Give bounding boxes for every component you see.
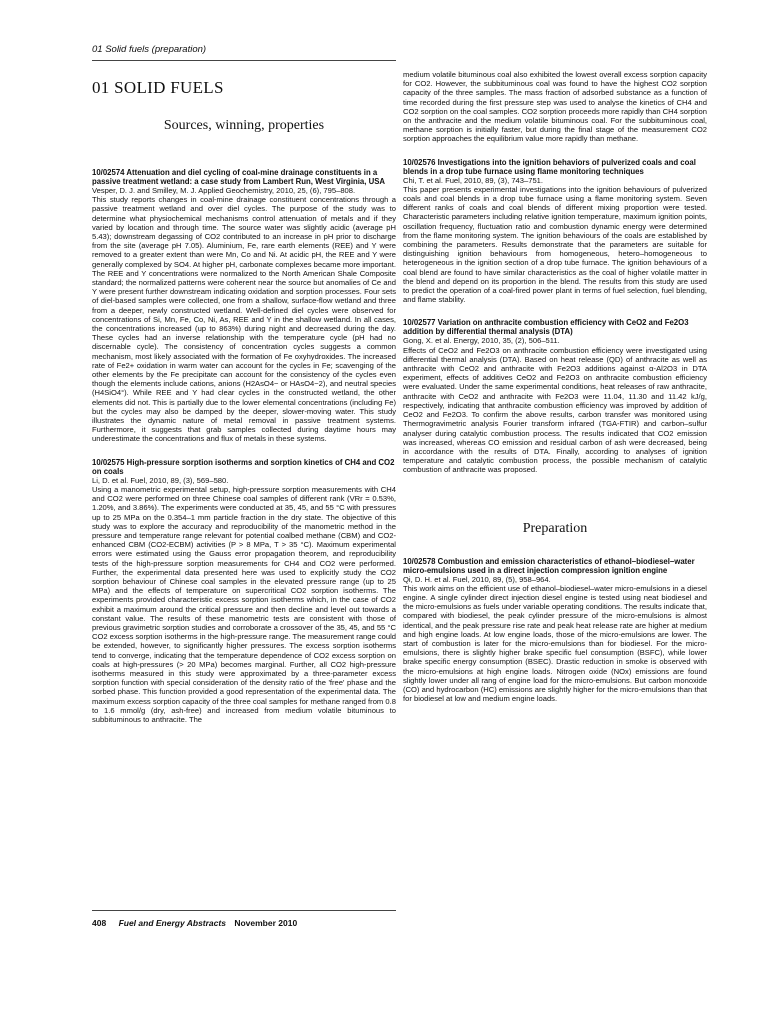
header-rule: [92, 60, 396, 61]
entry-body: This paper presents experimental investigations into the ignition behaviours of pulverized coals and coal blends in a drop tube furnace using a flame monitoring system. Seven different ranks of coals and coal blends of different mixing proportion were tested. Characteristic parameters including relative ignition temperature, maximum ignition points, oscillation frequency, fluctuation ratio and combustion dynamic energy were determined from the flame monitoring system. The ignition behaviours of the coals are established by combining the parameters. Results demonstrate that the parameters are suitable for distinguishing ignition behaviours from homogeneous, hetero–homogeneous to heterogeneous in the ignition section of a drop tube furnace. The ignition behaviours of a coal blend are found to have similar characteristics as the coal of higher volatile matter in the blend and depend on its proportion in the blend. The results from this study are used to predict the operation of a coal-fired power plant in terms of fuel selection, fuel blending, and flame stability.: [403, 184, 707, 305]
section-title: 01 SOLID FUELS: [92, 78, 224, 97]
entry-body: This study reports changes in coal-mine drainage constituent concentrations through a passive treatment wetland and over diel cycles. The purpose of the study was to determine what physiochemical mechanisms control attenuation of metals and if they varied by location and through time. The source water was slightly acidic (average pH 5.43); downstream degassing of CO2 contributed to an increase in pH prior to discharge from the site (average pH 7.05). Aluminium, Fe, rare earth elements (REE) and Y were removed to a greater extent than were Mn, Co and Ni. At acidic pH, the REE and Y were generally complexed by SO4. At higher pH, carbonate complexes became more important. The REE and Y concentrations were normalized to the North American Shale Composite standard; the normalized patterns were coherent near the source but anomalies of Ce and Y were present further downstream indicating oxidation and sorption processes. Four sets of diel-based samples were collected, one from a shallow, surface-flow wetland and three from a deeper, newly constructed wetland. Well-defined diel cycles were observed for concentrations of Si, Mn, Fe, Co, Ni, As, REE and Y in the shallow wetland. In all cases, the concentrations increased (up to 863%) during night and decreased during the day. These cycles had an inverse relationship with the temperature cycle (pH had no discernable cycle). The consistency of concentration cycles suggests a common mechanism, most likely associated with the formation of Fe oxyhydroxides. The increased rate of Fe2+ oxidation in warm water can account for the cycles in Fe; scavenging of the other elements by the Fe precipitate can account for the consistency of the cycles even though the elements include cations, anions (H2AsO4− or HAsO4−2), and neutral species (H4SiO4°). While REE and Y had clear cycles in the constructed wetland, the other elements did not. This is partially due to the lower elemental concentrations (including Fe) but the cycles may also be damped by the deeper, slower-moving water. This study illustrates the dynamic nature of metal removal in passive treatment systems. Furthermore, it suggests that grab samples collected during daytime hours may underestimate the concentrations and flux of metals in these systems.: [92, 195, 396, 444]
entry-citation: Li, D. et al. Fuel, 2010, 89, (3), 569–580.: [92, 475, 229, 485]
abstract-entry: [403, 557, 707, 704]
entry-title: 10/02575 High-pressure sorption isotherms and sorption kinetics of CH4 and CO2 on coals: [92, 457, 395, 476]
issue-date: November 2010: [234, 918, 298, 928]
abstract-continuation: [403, 70, 707, 144]
entry-title: 10/02576 Investigations into the ignition behaviors of pulverized coals and coal blends in a drop tube furnace using flame monitoring techniques: [403, 157, 696, 176]
entry-citation: Vesper, D. J. and Smilley, M. J. Applied Geochemistry, 2010, 25, (6), 795–808.: [92, 186, 356, 195]
entry-title: 10/02574 Attenuation and diel cycling of coal-mine drainage constituents in a passive treatment wetland: a case study from Lambert Run, West Virginia, USA: [92, 168, 386, 186]
right-column: [403, 70, 707, 717]
entry-title: 10/02577 Variation on anthracite combustion efficiency with CeO2 and Fe2O3 addition by differential thermal analysis (DTA): [403, 318, 689, 337]
entry-body: Using a manometric experimental setup, high-pressure sorption measurements with CH4 and CO2 were performed on three Chinese coal samples of different rank (VRr = 0.53%, 1.20%, and 3.86%). The experiments were conducted at 35, 45, and 55 °C with pressures up to 25 MPa on the 0.354–1 mm particle fraction in the dry state. The objective of this study was to explore the accuracy and reproducibility of the manometric method in the pressure and temperature range relevant for potential coalbed methane (CBM) and CO2-enhanced CBM (CO2-ECBM) activities (P > 8 MPa, T > 35 °C). Maximum experimental errors were estimated using the Gauss error propagation theorem, and reproducibility tests of the high-pressure sorption measurements for CH4 and CO2 were performed. Further, the experimental data presented here was used to explicitly study the CO2 sorption behaviour of Chinese coal samples in the elevated pressure range (up to 25 MPa) and the effects of temperature on supercritical CO2 sorption isotherms. The experiments provided characteristic excess sorption isotherms which, in the case of CO2 exhibit a maximum around the critical pressure and then decline and level out towards a constant value. The results of these manometric tests are consistent with those of previous gravimetric sorption studies and corroborate a crossover of the 35, 45, and 55 °C CO2 excess sorption isotherms in the high-pressure range. The measurement range could be extended, however, to significantly higher pressures. The excess sorption isotherms tend to converge, indicating that the temperature dependence of CO2 excess sorption on coals at high-pressures (> 20 MPa) becomes marginal. Further, all CO2 high-pressure isotherms measured in this study were approximated by a three-parameter excess sorption function with special consideration of the density ratio of the 'free' phase and the sorbed phase. This function provided a good representation of the experimental data. The maximum excess sorption capacity of the three coal samples for methane ranged from 0.8 to 1.6 mmol/g (dry, ash-free) and increased from medium volatile bituminous to subbituminous to anthracite. The: [92, 484, 396, 724]
entry-citation: Qi, D. H. et al. Fuel, 2010, 89, (5), 958–964.: [403, 574, 551, 584]
entry-citation: Gong, X. et al. Energy, 2010, 35, (2), 506–511.: [403, 336, 560, 346]
journal-title: Fuel and Energy Abstracts: [118, 918, 226, 928]
abstract-entry: [92, 168, 396, 444]
abstract-entry: [403, 158, 707, 305]
running-header: 01 Solid fuels (preparation): [92, 44, 207, 55]
continuation-text: medium volatile bituminous coal also exhibited the lowest overall excess sorption capacity for CO2. However, the subbituminous coal was found to have the highest CO2 sorption capacity of the three samples. The mass fraction of adsorbed substance as a function of time recorded during the first pressure step was used to analyse the kinetics of CH4 and CO2 sorption on the coal samples. CO2 sorption proceeds more rapidly than CH4 sorption on the anthracite and the medium volatile bituminous coal. For the subbituminous coal, methane sorption is initially faster, but during the final stage of the measurement CO2 sorption approaches the equilibrium value more rapidly than methane.: [403, 70, 707, 144]
entry-body: Effects of CeO2 and Fe2O3 on anthracite combustion efficiency were investigated using differential thermal analysis (DTA). Based on heat release (QD) of anthracite as well as anthracite with CeO2 and anthracite with Fe2O3 additions against α-Al2O3 in DTA experiment, effects of additives CeO2 and Fe2O3 on anthracite combustion efficiency were evaluated. Under the same experimental conditions, heat releases of raw anthracite, anthracite with CeO2 and anthracite with Fe2O3 were 11.04, 11.30 and 11.42 kJ/g, respectively, indicating that anthracite combustion efficiency was improved by addition of CeO2 and Fe2O3. To confirm the above results, carbon transfer was monitored using Thermogravimetric analysis Fourier transform infrared (TGA-FTIR) and carbon–sulfur analyser during catalytic combustion process. The results indicated that CO2 emission was increased, whereas CO emission and residual carbon of ash were decreased, being in accordance with the results of DTA. Finally, according to analyses of ignition temperature and catalytic combustion process, the possible mechanism of catalytic combustion of anthracite was proposed.: [403, 345, 707, 475]
page-footer: [92, 918, 297, 928]
abstract-entry: [92, 458, 396, 724]
subsection-sources: Sources, winning, properties: [163, 118, 325, 133]
abstract-entry: [403, 318, 707, 474]
page-number: 408: [92, 918, 107, 928]
entry-title: 10/02578 Combustion and emission characteristics of ethanol–biodiesel–water micro-emulsions used in a direct injection compression ignition engine: [403, 556, 695, 575]
subsection-preparation: Preparation: [522, 520, 588, 536]
entry-citation: Chi, T. et al. Fuel, 2010, 89, (3), 743–751.: [403, 175, 544, 185]
footer-rule: [92, 910, 396, 911]
entry-body: This work aims on the efficient use of ethanol–biodiesel–water micro-emulsions in a diesel engine. A single cylinder direct injection diesel engine is tested using neat biodiesel and the micro-emulsions as fuels under variable operating conditions. The results indicate that, compared with biodiesel, the peak cylinder pressure of the micro-emulsions is almost identical, and the peak pressure rise rate and peak heat release rate are higher at medium and high engine loads. At low engine loads, those of the micro-emulsions are lower. The start of combustion is later for the micro-emulsions than for biodiesel. For the micro-emulsions, there is slightly higher brake specific fuel consumption (BSFC), while lower brake specific energy consumption (BSEC). Drastic reduction in smoke is observed with the micro-emulsions at high engine loads. Nitrogen oxide (NOx) emissions are found slightly lower under all rang of engine load for the micro-emulsions. But carbon monoxide (CO) and hydrocarbon (HC) emissions are slightly higher for the micro-emulsions than that for biodiesel at low and medium engine loads.: [403, 583, 707, 704]
left-column: [92, 70, 396, 738]
